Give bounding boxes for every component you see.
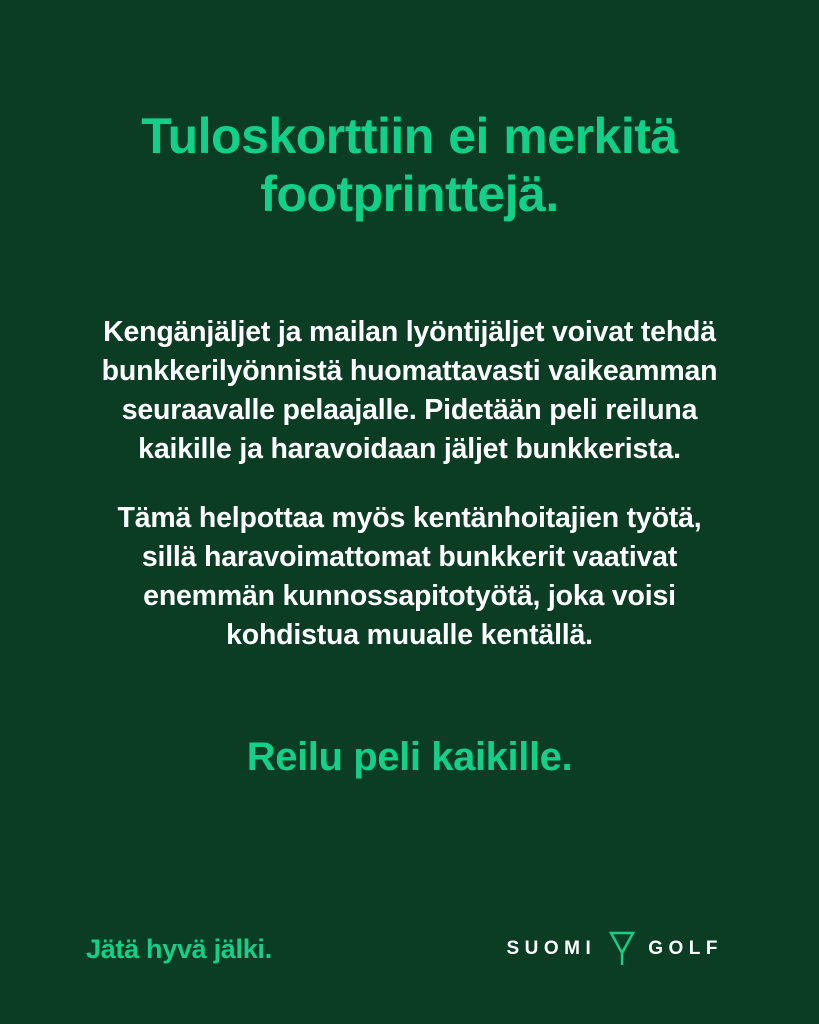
- tagline: Reilu peli kaikille.: [246, 735, 573, 780]
- brand-word-suomi: SUOMI: [506, 938, 597, 959]
- brand-word-golf: GOLF: [648, 938, 723, 959]
- body-paragraph-2: Tämä helpottaa myös kentänhoitajien työtä, sillä haravoimattomat bunkkerit vaativat enemmän kunnossapitotyötä, joka voisi kohdistua muualle kentällä.: [117, 502, 702, 652]
- footer-slogan: Jätä hyvä jälki.: [86, 933, 272, 964]
- brand-logo: [506, 931, 723, 967]
- page-title: Tuloskorttiin ei merkitä footprinttejä.: [141, 108, 678, 222]
- body-paragraph-1: Kengänjäljet ja mailan lyöntijäljet voivat tehdä bunkkerilyönnistä huomattavasti vaikeamman seuraavalle pelaajalle. Pidetään peli reiluna kaikille ja haravoidaan jäljet bunkkerista.: [101, 316, 718, 466]
- footer: [0, 926, 819, 972]
- tee-mark-icon: [609, 931, 635, 967]
